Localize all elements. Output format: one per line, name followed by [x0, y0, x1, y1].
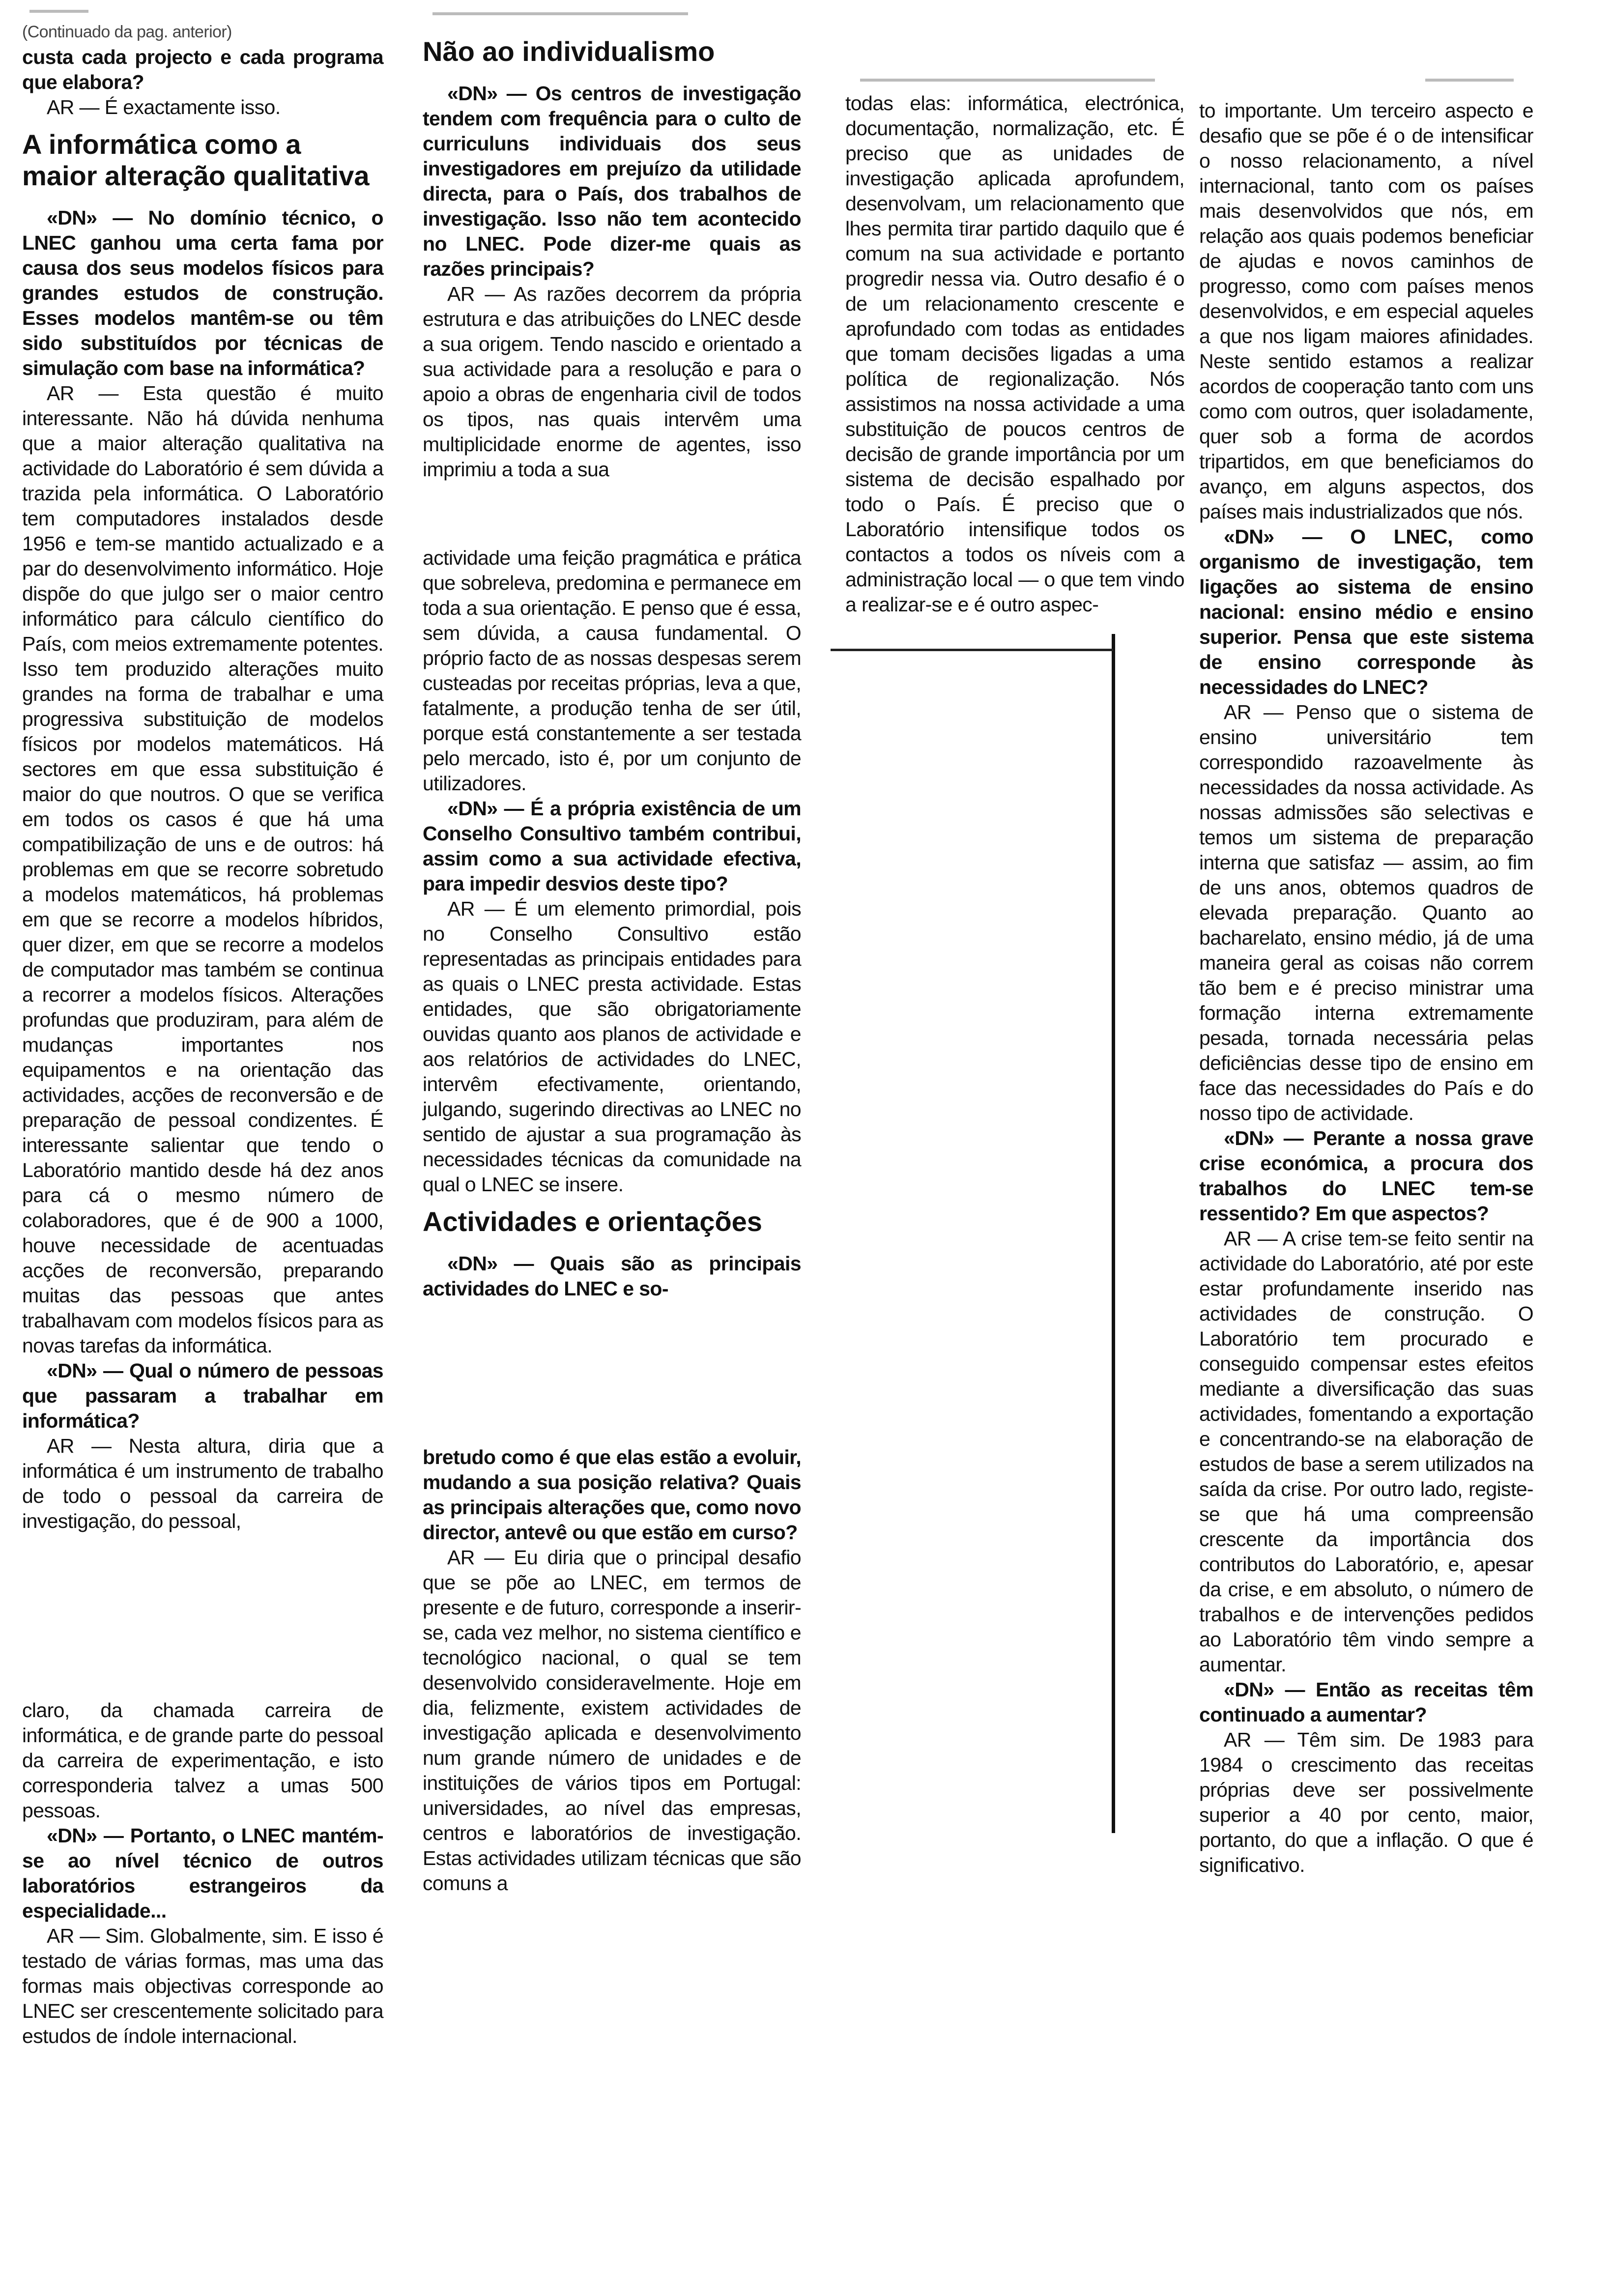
interview-question: «DN» — Perante a nossa grave crise económica, a procura dos trabalhos do LNEC tem-se ressentido? Em que aspectos?	[1199, 1127, 1533, 1225]
interview-question: «DN» — Portanto, o LNEC mantém-se ao nível técnico de outros laboratórios estrangeiros da especialidade...	[22, 1824, 383, 1922]
column-3	[845, 91, 1184, 617]
column-divider-rule	[1112, 634, 1115, 1833]
interview-question: «DN» — No domínio técnico, o LNEC ganhou uma certa fama por causa dos seus modelos físicos para grandes estudos de construção. Esses modelos mantêm-se ou têm sido substituídos por técnicas de simulação com base na informática?	[22, 206, 383, 379]
interview-answer: AR — É um elemento primordial, pois no Conselho Consultivo estão representadas as principais entidades para as quais o LNEC presta actividade. Estas entidades, que são obrigatoriamente ouvidas quanto aos planos de actividade e aos relatórios de actividades do LNEC, intervêm efectivamente, orientando, julgando, sugerindo directivas ao LNEC no sentido de ajustar a sua programação às necessidades técnicas da comunidade na qual o LNEC se insere.	[423, 897, 801, 1196]
interview-answer: AR — Sim. Globalmente, sim. E isso é testado de várias formas, mas uma das formas mais objectivas corresponde ao LNEC ser crescentemente solicitado para estudos de índole internacional.	[22, 1924, 383, 2047]
interview-question: «DN» — O LNEC, como organismo de investigação, tem ligações ao sistema de ensino nacional: ensino médio e ensino superior. Pensa que este sistema de ensino corresponde às necessidades do LNEC?	[1199, 525, 1533, 698]
section-heading: Actividades e orientações	[423, 1206, 762, 1237]
interview-answer: AR — Nesta altura, diria que a informática é um instrumento de trabalho de todo o pessoal da carreira de investigação, do pessoal,	[22, 1435, 383, 1532]
interview-question: «DN» — Os centros de investigação tendem com frequência para o culto de curriculuns individuais dos seus investigadores em prejuízo da utilidade directa, para o País, dos trabalhos de investigação. Isso não tem acontecido no LNEC. Pode dizer-me quais as razões principais?	[423, 82, 801, 280]
scan-smudge	[1425, 79, 1514, 82]
section-heading: A informática como a maior alteração qualitativa	[22, 129, 370, 191]
continuation-note: (Continuado da pag. anterior)	[22, 23, 232, 41]
interview-answer: todas elas: informática, electrónica, documentação, normalização, etc. É preciso que as unidades de investigação aplicada aprofundem, desenvolvam, um relacionamento que lhes permita tirar partido daquilo que é comum na sua actividade e portanto progredir nessa via. Outro desafio é o de um relacionamento crescente e aprofundado com todas as entidades que tomam decisões ligadas a uma política de regionalização. Nós assistimos na nossa actividade a uma substituição de poucos centros de decisão de grande importância por um sistema de decisão espalhado por todo o País. É preciso que o Laboratório intensifique todos os contactos a todos os níveis com a administração local — o que tem vindo a realizar-se e é outro aspec-	[845, 92, 1184, 616]
column-divider-rule	[831, 649, 1113, 651]
interview-question: «DN» — Qual o número de pessoas que passaram a trabalhar em informática?	[22, 1359, 383, 1432]
section-heading: Não ao individualismo	[423, 36, 715, 67]
interview-answer: actividade uma feição pragmática e prática que sobreleva, predomina e permanece em toda a sua orientação. E penso que é essa, sem dúvida, a causa fundamental. O próprio facto de as nossas despesas serem custeadas por receitas próprias, leva a que, fatalmente, a produção tenha de ser útil, porque está constantemente a ser testada pelo mercado, isto é, por um conjunto de utilizadores.	[423, 546, 801, 795]
interview-answer: AR — Penso que o sistema de ensino universitário tem correspondido razoavelmente às necessidades da nossa actividade. As nossas admissões são selectivas e temos um sistema de preparação interna que satisfaz — assim, ao fim de uns anos, obtemos quadros de elevada preparação. Quanto ao bacharelato, ensino médio, já de uma maneira geral as coisas não correm tão bem e é preciso ministrar uma formação interna extremamente pesada, tornada necessária pelas deficiências desse tipo de ensino em face das necessidades do País e do nosso tipo de actividade.	[1199, 701, 1533, 1124]
column-2-middle	[423, 545, 801, 1301]
scan-smudge	[860, 79, 1155, 82]
interview-question: «DN» — É a própria existência de um Conselho Consultivo também contribui, assim como a sua actividade efectiva, para impedir desvios deste tipo?	[423, 797, 801, 895]
interview-answer: AR — As razões decorrem da própria estrutura e das atribuições do LNEC desde a sua origem. Tendo nascido e orientado a sua actividade para a resolução e para o apoio a obras de engenharia civil de todos os tipos, nas quais intervêm uma multiplicidade enorme de agentes, isso imprimiu a toda a sua	[423, 283, 801, 481]
column-2-bottom	[423, 1445, 801, 1896]
interview-question: «DN» — Então as receitas têm continuado a aumentar?	[1199, 1678, 1533, 1726]
interview-answer: claro, da chamada carreira de informática, e de grande parte do pessoal da carreira de experimentação, e isto corresponderia talvez a umas 500 pessoas.	[22, 1699, 383, 1822]
interview-answer: AR — Eu diria que o principal desafio que se põe ao LNEC, em termos de presente e de futuro, corresponde a inserir-se, cada vez melhor, no sistema científico e tecnológico nacional, o qual se tem desenvolvido consideravelmente. Hoje em dia, felizmente, existem actividades de investigação aplicada e desenvolvimento num grande número de unidades e de instituições de vários tipos em Portugal: universidades, ao nível das empresas, centros e laboratórios de investigação. Estas actividades utilizam técnicas que são comuns a	[423, 1546, 801, 1894]
column-4	[1199, 98, 1533, 1878]
interview-question: bretudo como é que elas estão a evoluir, mudando a sua posição relativa? Quais as principais alterações que, como novo director, antevê ou que estão em curso?	[423, 1446, 801, 1544]
column-2-top	[423, 27, 801, 482]
interview-answer: AR — É exactamente isso.	[47, 96, 281, 118]
scan-smudge	[432, 12, 688, 15]
interview-answer: AR — A crise tem-se feito sentir na actividade do Laboratório, até por este estar profundamente inserido nas actividades de construção. O Laboratório tem procurado e conseguido compensar estes efeitos mediante a diversificação das suas actividades, fomentando a exportação e concentrando-se na elaboração de estudos de base a serem utilizados na saída da crise. Por outro lado, registe-se que há uma compreensão crescente da importância dos contributos do Laboratório, e, apesar da crise, e em absoluto, o número de trabalhos e de intervenções pedidos ao Laboratório têm vindo sempre a aumentar.	[1199, 1227, 1533, 1676]
scan-smudge	[29, 10, 88, 13]
interview-answer: to importante. Um terceiro aspecto e desafio que se põe é o de intensificar o nosso relacionamento, a nível internacional, tanto com os países mais desenvolvidos que nós, em relação aos quais podemos beneficiar de ajudas e novos caminhos de progresso, como com países menos desenvolvidos, e em especial aqueles a que nos ligam maiores afinidades. Neste sentido estamos a realizar acordos de cooperação tanto com uns como com outros, quer isoladamente, quer sob a forma de acordos tripartidos, em que beneficiamos do avanço, em alguns aspectos, dos países mais industrializados que nós.	[1199, 99, 1533, 523]
interview-question: «DN» — Quais são as principais actividades do LNEC e so-	[423, 1252, 801, 1300]
interview-answer: AR — Esta questão é muito interessante. Não há dúvida nenhuma que a maior alteração qualitativa na actividade do Laboratório é sem dúvida a trazida pela informática. O Laboratório tem computadores instalados desde 1956 e tem-se mantido actualizado e a par do desenvolvimento informático. Hoje dispõe do que julgo ser o maior centro informático para cálculo científico do País, com meios extremamente potentes. Isso tem produzido alterações muito grandes na forma de trabalhar e uma progressiva substituição de modelos físicos por modelos matemáticos. Há sectores em que essa substituição é maior do que noutros. O que se verifica em todos os casos é que há uma compatibilização de uns e de outros: há problemas em que se recorre sobretudo a modelos matemáticos, há problemas em que se recorre a modelos híbridos, quer dizer, em que se recorre a modelos de computador mas também se continua a recorrer a modelos físicos. Alterações profundas que produziram, para além de mudanças importantes nos equipamentos e na orientação das actividades, acções de reconversão e de preparação de pessoal condizentes. É interessante salientar que tendo o Laboratório mantido desde há dez anos para cá o mesmo número de colaboradores, que é de 900 a 1000, houve necessidade de acentuadas acções de reconversão, preparando muitas das pessoas que antes trabalhavam com modelos físicos para as novas tarefas da informática.	[22, 382, 383, 1357]
column-1-bottom	[22, 1698, 383, 2049]
interview-answer: AR — Têm sim. De 1983 para 1984 o crescimento das receitas próprias deve ser possivelmente superior a 40 por cento, maior, portanto, do que a inflação. O que é significativo.	[1199, 1728, 1533, 1876]
column-1-top	[22, 20, 383, 1534]
interview-question: custa cada projecto e cada programa que elabora?	[22, 46, 383, 93]
